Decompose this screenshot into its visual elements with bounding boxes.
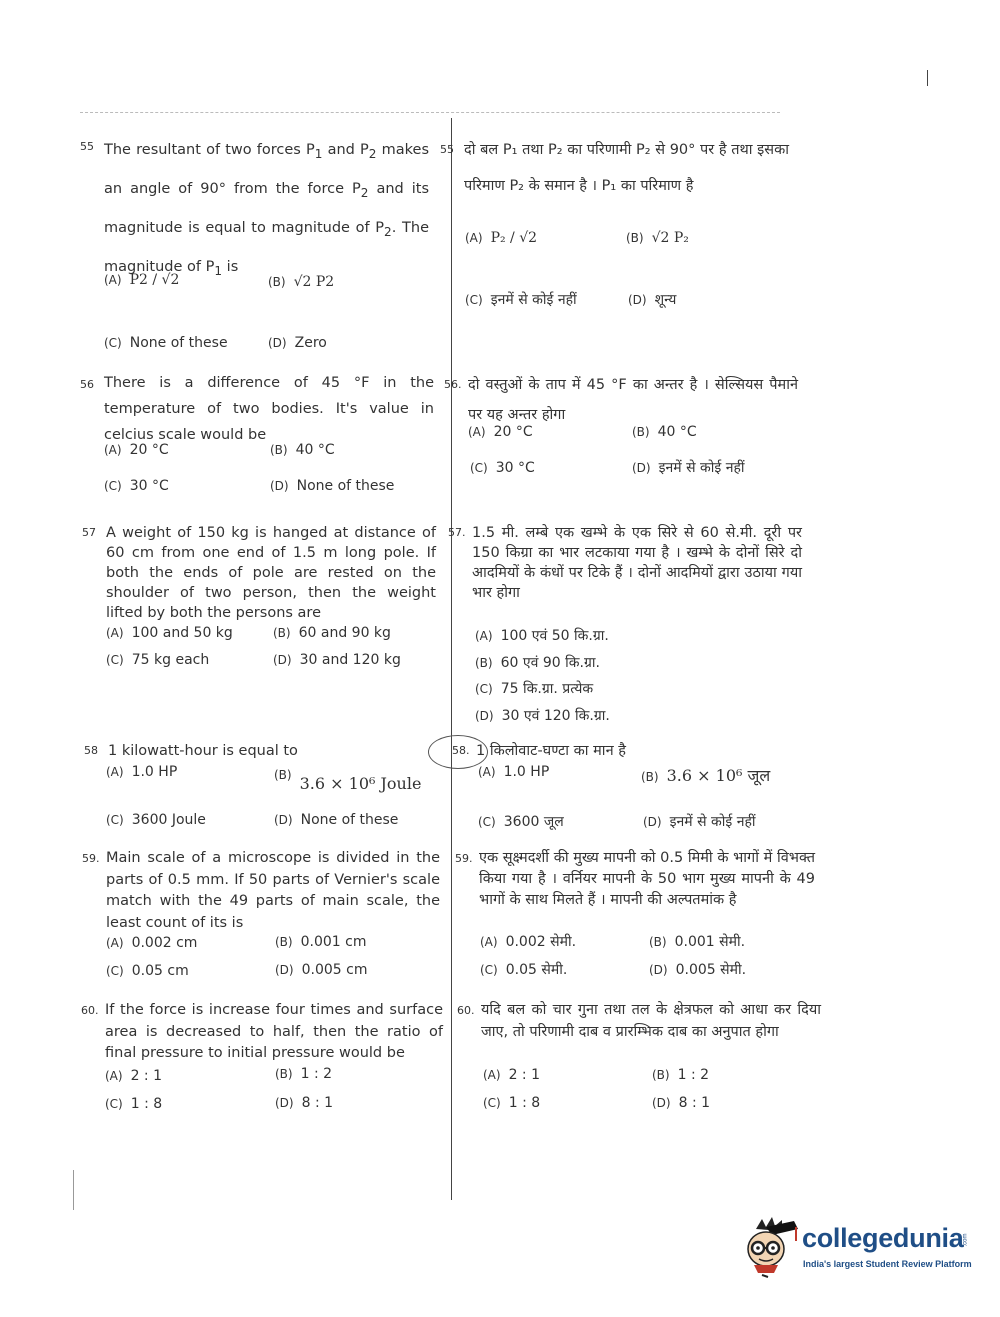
- option-d: (D) 30 एवं 120 कि.ग्रा.: [475, 708, 610, 724]
- option-c: (C) 75 kg each: [106, 652, 210, 668]
- option-d: (D) 8 : 1: [652, 1095, 711, 1111]
- option-b: (B) √2 P2: [268, 274, 335, 290]
- mascot-icon: [742, 1215, 800, 1281]
- option-c: (C) 3600 Joule: [106, 812, 206, 828]
- question-stem: A weight of 150 kg is hanged at distance of 60 cm from one end of 1.5 m long pole. If both the ends of pole are rested on the shoulder of two person, then the weight lifted by both the persons are: [106, 525, 436, 621]
- option-a: (A) 2 : 1: [483, 1067, 541, 1083]
- option-a: (A) P₂ / √2: [465, 230, 538, 246]
- option-a: (A) 1.0 HP: [478, 764, 550, 780]
- option-b: (B) 40 °C: [270, 442, 335, 458]
- option-a: (A) 20 °C: [468, 424, 533, 440]
- question-stem: 1 kilowatt-hour is equal to: [108, 743, 298, 759]
- question-number: 55: [440, 143, 454, 156]
- question-56-en: [80, 370, 434, 448]
- option-b: (B) 1 : 2: [652, 1067, 710, 1083]
- question-number: 60.: [457, 1004, 475, 1017]
- option-c: (C) 30 °C: [470, 460, 535, 476]
- option-b: (B) 60 and 90 kg: [273, 625, 391, 641]
- option-c: (C) 1 : 8: [483, 1095, 541, 1111]
- option-a: (A) 2 : 1: [105, 1068, 163, 1084]
- question-number: 56: [80, 378, 94, 391]
- option-c: (C) 1 : 8: [105, 1096, 163, 1112]
- option-d: (D) 8 : 1: [275, 1095, 334, 1111]
- question-stem: 1 किलोवाट-घण्टा का मान है: [476, 743, 626, 759]
- option-b: (B) 1 : 2: [275, 1066, 333, 1082]
- edge-mark: [927, 70, 928, 86]
- question-57-hi: [448, 523, 802, 603]
- question-55-hi: [440, 132, 789, 204]
- option-a: (A) 20 °C: [104, 442, 169, 458]
- option-a: (A) 0.002 सेमी.: [480, 934, 577, 950]
- question-59-hi: [455, 848, 815, 911]
- question-56-hi: [444, 370, 798, 430]
- brand-tagline: India's largest Student Review Platform: [803, 1259, 972, 1269]
- option-b: (B) 3.6 × 10⁶ जूल: [641, 766, 771, 785]
- option-a: (A) 100 एवं 50 कि.ग्रा.: [475, 628, 609, 644]
- option-a: (A) 0.002 cm: [106, 935, 198, 951]
- option-b: (B) 40 °C: [632, 424, 697, 440]
- collegedunia-logo[interactable]: [742, 1215, 972, 1285]
- option-c: (C) 0.05 सेमी.: [480, 962, 568, 978]
- option-d: (D) 30 and 120 kg: [273, 652, 401, 668]
- option-b: (B) √2 P₂: [626, 230, 689, 246]
- question-number: 56.: [444, 378, 462, 391]
- question-59-en: [82, 848, 440, 934]
- option-c: (C) 30 °C: [104, 478, 169, 494]
- option-c: (C) 3600 जूल: [478, 814, 564, 830]
- question-stem: There is a difference of 45 °F in the temperature of two bodies. It's value in celcius scale would be: [104, 375, 434, 443]
- question-stem: यदि बल को चार गुना तथा तल के क्षेत्रफल को आधा कर दिया जाए, तो परिणामी दाब व प्रारम्भिक दाब का अनुपात होगा: [481, 1002, 821, 1040]
- question-58-hi: [452, 741, 806, 761]
- question-stem: दो वस्तुओं के ताप में 45 °F का अन्तर है । सेल्सियस पैमाने पर यह अन्तर होगा: [468, 377, 798, 423]
- brand-suffix: .com: [962, 1233, 969, 1247]
- option-b: (B) 0.001 सेमी.: [649, 934, 746, 950]
- question-stem: 1.5 मी. लम्बे एक खम्भे के एक सिरे से 60 से.मी. दूरी पर 150 किग्रा का भार लटकाया गया है । खम्भे के दोनों सिरे दो आदमियों के कंधों पर टिके हैं । दोनों आदमियों द्वारा उठाया गया भार होगा: [472, 525, 802, 601]
- brand-name: collegedunia: [802, 1223, 964, 1253]
- question-55-en: [80, 133, 429, 289]
- option-b: (B) 3.6 × 10⁶ Joule: [274, 768, 422, 793]
- question-60-hi: [457, 1000, 821, 1043]
- question-number: 58.: [452, 744, 470, 757]
- question-stem: The resultant of two forces $P_1$ and $P_2$ makes an angle of 90° from the force $P_2$ and its magnitude is equal to magnitude of $P_2$. The magnitude of $P_1$ is: [104, 142, 429, 278]
- option-b: (B) 60 एवं 90 कि.ग्रा.: [475, 655, 600, 671]
- option-d: (D) इनमें से कोई नहीं: [643, 814, 756, 830]
- option-b: (B) 0.001 cm: [275, 934, 367, 950]
- question-stem: If the force is increase four times and surface area is decreased to half, then the ratio of final pressure to initial pressure would be: [105, 1002, 443, 1061]
- option-d: (D) None of these: [270, 478, 395, 494]
- question-number: 55: [80, 140, 94, 153]
- question-number: 59.: [455, 852, 473, 865]
- question-number: 60.: [81, 1004, 99, 1017]
- question-57-en: [82, 523, 436, 623]
- option-d: (D) 0.005 cm: [275, 962, 368, 978]
- option-c: (C) इनमें से कोई नहीं: [465, 292, 577, 308]
- question-60-en: [81, 1000, 443, 1065]
- option-c: (C) 0.05 cm: [106, 963, 189, 979]
- question-number: 58: [84, 744, 98, 757]
- question-stem: एक सूक्ष्मदर्शी की मुख्य मापनी को 0.5 मिमी के भागों में विभक्त किया गया है । वर्नियर मापनी के 50 भाग मुख्य मापनी के 49 भागों के साथ मिलते हैं । मापनी की अल्पतमांक है: [479, 850, 815, 908]
- option-a: (A) 100 and 50 kg: [106, 625, 233, 641]
- option-a: (A) 1.0 HP: [106, 764, 178, 780]
- option-c: (C) 75 कि.ग्रा. प्रत्येक: [475, 681, 594, 697]
- edge-mark: [73, 1170, 74, 1210]
- question-number: 59.: [82, 852, 100, 865]
- option-d: (D) 0.005 सेमी.: [649, 962, 747, 978]
- question-number: 57.: [448, 526, 466, 539]
- question-stem: दो बल P₁ तथा P₂ का परिणामी P₂ से 90° पर है तथा इसका परिमाण P₂ के समान है । P₁ का परिमाण है: [464, 142, 789, 194]
- option-a: (A) P2 / √2: [104, 272, 180, 288]
- option-d: (D) Zero: [268, 335, 327, 351]
- option-d: (D) None of these: [274, 812, 399, 828]
- question-stem: Main scale of a microscope is divided in the parts of 0.5 mm. If 50 parts of Vernier's scale match with the 49 parts of main scale, the least count of its is: [106, 850, 440, 931]
- top-divider: [80, 112, 780, 113]
- question-number: 57: [82, 526, 96, 539]
- option-c: (C) None of these: [104, 335, 228, 351]
- column-divider: [451, 118, 452, 1200]
- option-d: (D) शून्य: [628, 292, 677, 308]
- question-58-en: [84, 741, 438, 761]
- option-d: (D) इनमें से कोई नहीं: [632, 460, 745, 476]
